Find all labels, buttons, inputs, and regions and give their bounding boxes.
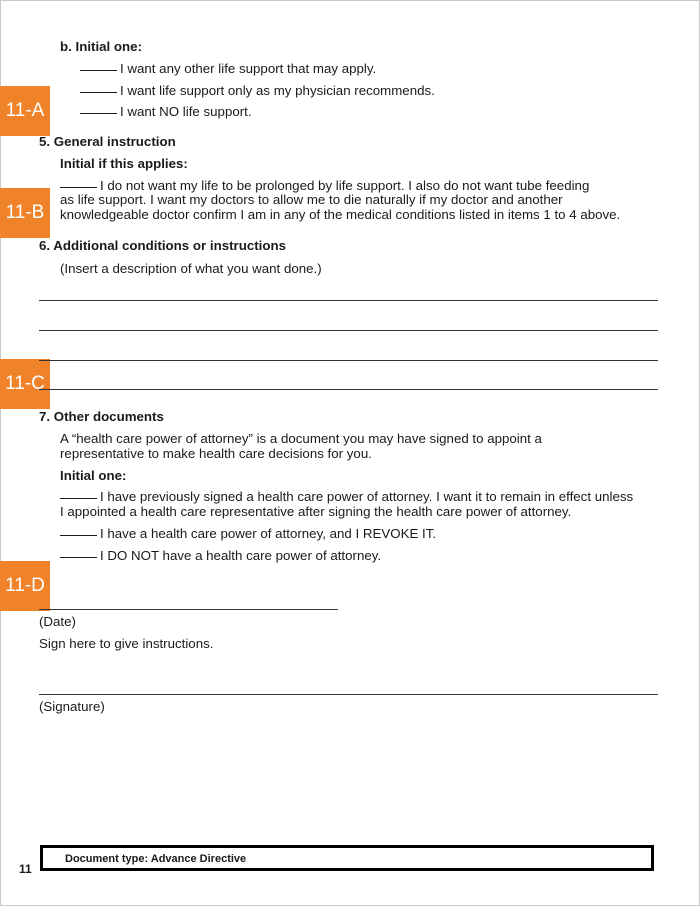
section6-heading: 6. Additional conditions or instructions — [39, 238, 286, 253]
initial-blank[interactable] — [60, 497, 97, 499]
section-b-heading: b. Initial one: — [60, 39, 142, 54]
tab-11c: 11-C — [0, 359, 50, 409]
initial-blank[interactable] — [60, 186, 97, 188]
document-type-box — [40, 845, 654, 871]
date-label: (Date) — [39, 614, 76, 629]
write-in-line-4[interactable] — [39, 389, 658, 390]
section5-text-line2: as life support. I want my doctors to allow me to die naturally if my doctor and another — [60, 192, 563, 207]
option-no-life-support: I want NO life support. — [80, 104, 252, 120]
section6-instruction: (Insert a description of what you want done.) — [60, 261, 322, 276]
signature-line[interactable] — [39, 694, 658, 695]
write-in-line-2[interactable] — [39, 330, 658, 331]
initial-blank[interactable] — [80, 91, 117, 93]
option-keep-poa-line2: I appointed a health care representative after signing the health care power of attorney. — [60, 504, 572, 519]
section7-desc-line1: A “health care power of attorney” is a document you may have signed to appoint a — [60, 431, 542, 446]
write-in-line-3[interactable] — [39, 360, 658, 361]
option-physician-recommends: I want life support only as my physician recommends. — [80, 83, 435, 99]
option-no-poa: I DO NOT have a health care power of attorney. — [60, 548, 381, 564]
tab-11d: 11-D — [0, 561, 50, 611]
section7-heading: 7. Other documents — [39, 409, 164, 424]
initial-blank[interactable] — [60, 556, 97, 558]
initial-blank[interactable] — [80, 69, 117, 71]
document-type-label: Document type: Advance Directive — [65, 853, 247, 865]
sign-prompt: Sign here to give instructions. — [39, 636, 214, 651]
section5-subheading: Initial if this applies: — [60, 156, 188, 171]
initial-blank[interactable] — [60, 534, 97, 536]
section5-text-line1: I do not want my life to be prolonged by life support. I also do not want tube feeding — [60, 178, 589, 194]
date-line[interactable] — [39, 609, 338, 610]
signature-label: (Signature) — [39, 699, 105, 714]
option-any-life-support: I want any other life support that may apply. — [80, 61, 376, 77]
page-number: 11 — [19, 862, 32, 876]
tab-11a: 11-A — [0, 86, 50, 136]
section5-heading: 5. General instruction — [39, 134, 176, 149]
tab-11b: 11-B — [0, 188, 50, 238]
section7-desc-line2: representative to make health care decisions for you. — [60, 446, 372, 461]
write-in-line-1[interactable] — [39, 300, 658, 301]
option-keep-poa-line1: I have previously signed a health care power of attorney. I want it to remain in effect unless — [60, 489, 633, 505]
initial-blank[interactable] — [80, 112, 117, 114]
section7-subheading: Initial one: — [60, 468, 127, 483]
option-revoke-poa: I have a health care power of attorney, and I REVOKE IT. — [60, 526, 436, 542]
section5-text-line3: knowledgeable doctor confirm I am in any of the medical conditions listed in items 1 to 4 above. — [60, 207, 621, 222]
